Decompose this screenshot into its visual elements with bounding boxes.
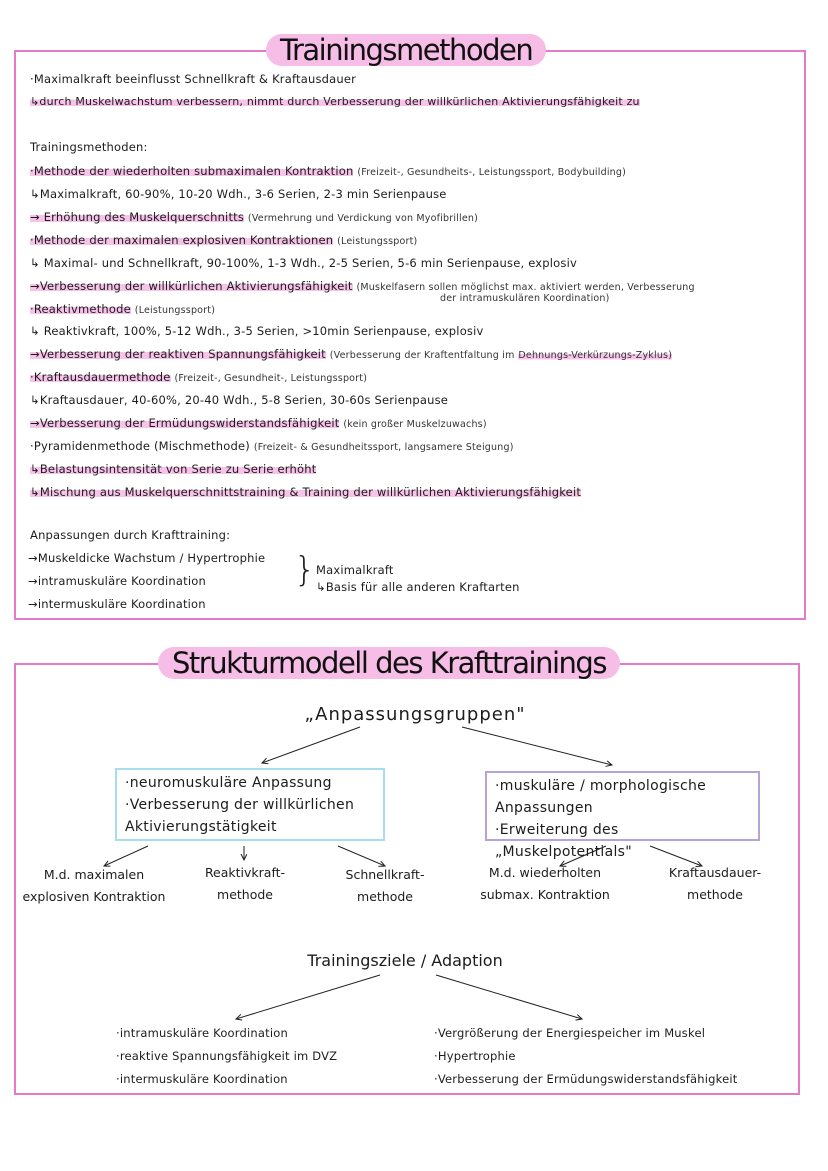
- child-line: explosiven Kontraktion: [22, 889, 166, 904]
- arrow: [560, 846, 606, 866]
- method-note: (kein großer Muskelzuwachs): [343, 419, 487, 430]
- method-main: ·Kraftausdauermethode: [30, 370, 171, 384]
- brace-symbol: }: [294, 550, 316, 590]
- child-line: methode: [687, 887, 743, 902]
- neuromuscular-line: ·Verbesserung der willkürlichen: [125, 797, 355, 813]
- adaptations-heading: Anpassungen durch Krafttraining:: [30, 528, 231, 542]
- arrow: [436, 975, 582, 1019]
- method-note: (Freizeit-, Gesundheit-, Leistungssport): [174, 373, 368, 384]
- method-main: ↳Belastungsintensität von Serie zu Serie erhöht: [30, 462, 317, 476]
- neuromuscular-line: Aktivierungstätigkeit: [125, 819, 277, 835]
- goal-right: ·Vergrößerung der Energiespeicher im Muskel: [434, 1026, 706, 1040]
- child-line: methode: [357, 889, 413, 904]
- method-note: (Muskelfasern sollen möglichst max. aktiviert werden, Verbesserung: [356, 282, 695, 293]
- method-main: ↳Maximalkraft, 60-90%, 10-20 Wdh., 3-6 Serien, 2-3 min Serienpause: [30, 187, 447, 201]
- method-main: ↳ Maximal- und Schnellkraft, 90-100%, 1-3 Wdh., 2-5 Serien, 5-6 min Serienpause, explosiv: [30, 256, 578, 270]
- method-note: (Freizeit-, Gesundheits-, Leistungssport, Bodybuilding): [357, 167, 627, 178]
- method-main: → Erhöhung des Muskelquerschnitts: [30, 210, 245, 224]
- method-note: (Vermehrung und Verdickung von Myofibrillen): [247, 213, 479, 224]
- method-note: (Freizeit- & Gesundheitssport, langsamere Steigung): [253, 442, 514, 453]
- child-line: M.d. wiederholten: [488, 865, 602, 880]
- goal-right: ·Verbesserung der Ermüdungswiderstandsfähigkeit: [434, 1072, 738, 1086]
- child-line: methode: [217, 887, 273, 902]
- method-note-cont: der intramuskulären Koordination): [440, 293, 610, 304]
- groups-heading: „Anpassungsgruppen": [304, 704, 526, 725]
- method-main: →Verbesserung der reaktiven Spannungsfähigkeit: [30, 347, 326, 361]
- method-note: (Leistungssport): [134, 305, 216, 316]
- goal-left: ·reaktive Spannungsfähigkeit im DVZ: [116, 1049, 338, 1063]
- arrow: [650, 846, 702, 866]
- child-line: M.d. maximalen: [43, 867, 145, 882]
- arrow: [338, 846, 385, 866]
- arrow: [462, 727, 612, 765]
- intro-line-1: ·Maximalkraft beeinflusst Schnellkraft & Kraftausdauer: [30, 72, 357, 86]
- method-main: ↳Mischung aus Muskelquerschnittstraining & Training der willkürlichen Aktivierungsfähigkeit: [30, 485, 582, 499]
- intro-line-2-text: ↳durch Muskelwachstum verbessern, nimmt durch Verbesserung der willkürlichen Aktivierungsfähigkeit zu: [30, 95, 640, 108]
- goal-left: ·intermuskuläre Koordination: [116, 1072, 288, 1086]
- section1-title: Trainingsmethoden: [266, 34, 546, 66]
- brace-sublabel: ↳Basis für alle anderen Kraftarten: [316, 580, 520, 594]
- arrow: [104, 846, 148, 866]
- adaptation-item: →intermuskuläre Koordination: [28, 597, 206, 611]
- brace-label: Maximalkraft: [316, 563, 394, 577]
- muscular-line: Anpassungen: [495, 800, 593, 816]
- child-line: submax. Kontraktion: [480, 887, 610, 902]
- adaptation-item: →Muskeldicke Wachstum / Hypertrophie: [28, 551, 266, 565]
- arrow: [236, 975, 380, 1019]
- method-main: ·Methode der wiederholten submaximalen Kontraktion: [30, 164, 354, 178]
- child-line: Reaktivkraft-: [204, 865, 286, 880]
- method-note-highlight: Dehnungs-Verkürzungs-Zyklus): [518, 350, 673, 361]
- method-main: ↳ Reaktivkraft, 100%, 5-12 Wdh., 3-5 Serien, >10min Serienpause, explosiv: [30, 324, 484, 338]
- method-main: ·Pyramidenmethode (Mischmethode): [30, 439, 250, 453]
- method-main: →Verbesserung der Ermüdungswiderstandsfähigkeit: [30, 416, 340, 430]
- muscular-line: ·muskuläre / morphologische: [495, 778, 707, 794]
- neuromuscular-line: ·neuromuskuläre Anpassung: [125, 775, 332, 791]
- method-main: ↳Kraftausdauer, 40-60%, 20-40 Wdh., 5-8 Serien, 30-60s Serienpause: [30, 393, 449, 407]
- child-line: Schnellkraft-: [345, 867, 425, 882]
- child-line: Kraftausdauer-: [668, 865, 762, 880]
- adaptation-item: →intramuskuläre Koordination: [28, 574, 206, 588]
- goal-left: ·intramuskuläre Koordination: [116, 1026, 288, 1040]
- method-main: ·Reaktivmethode: [30, 302, 131, 316]
- muscular-line: ·Erweiterung des „Muskelpotentials": [495, 822, 633, 860]
- methods-subheading: Trainingsmethoden:: [30, 140, 148, 154]
- arrow: [262, 727, 360, 763]
- method-note: (Leistungssport): [337, 236, 418, 247]
- goals-heading: Trainingsziele / Adaption: [307, 951, 503, 970]
- method-note: (Verbesserung der Kraftentfaltung im: [329, 350, 515, 361]
- section2-title: Strukturmodell des Krafttrainings: [158, 647, 620, 679]
- goal-right: ·Hypertrophie: [434, 1049, 516, 1063]
- method-main: ·Methode der maximalen explosiven Kontraktionen: [30, 233, 334, 247]
- method-main: →Verbesserung der willkürlichen Aktivierungsfähigkeit: [30, 279, 353, 293]
